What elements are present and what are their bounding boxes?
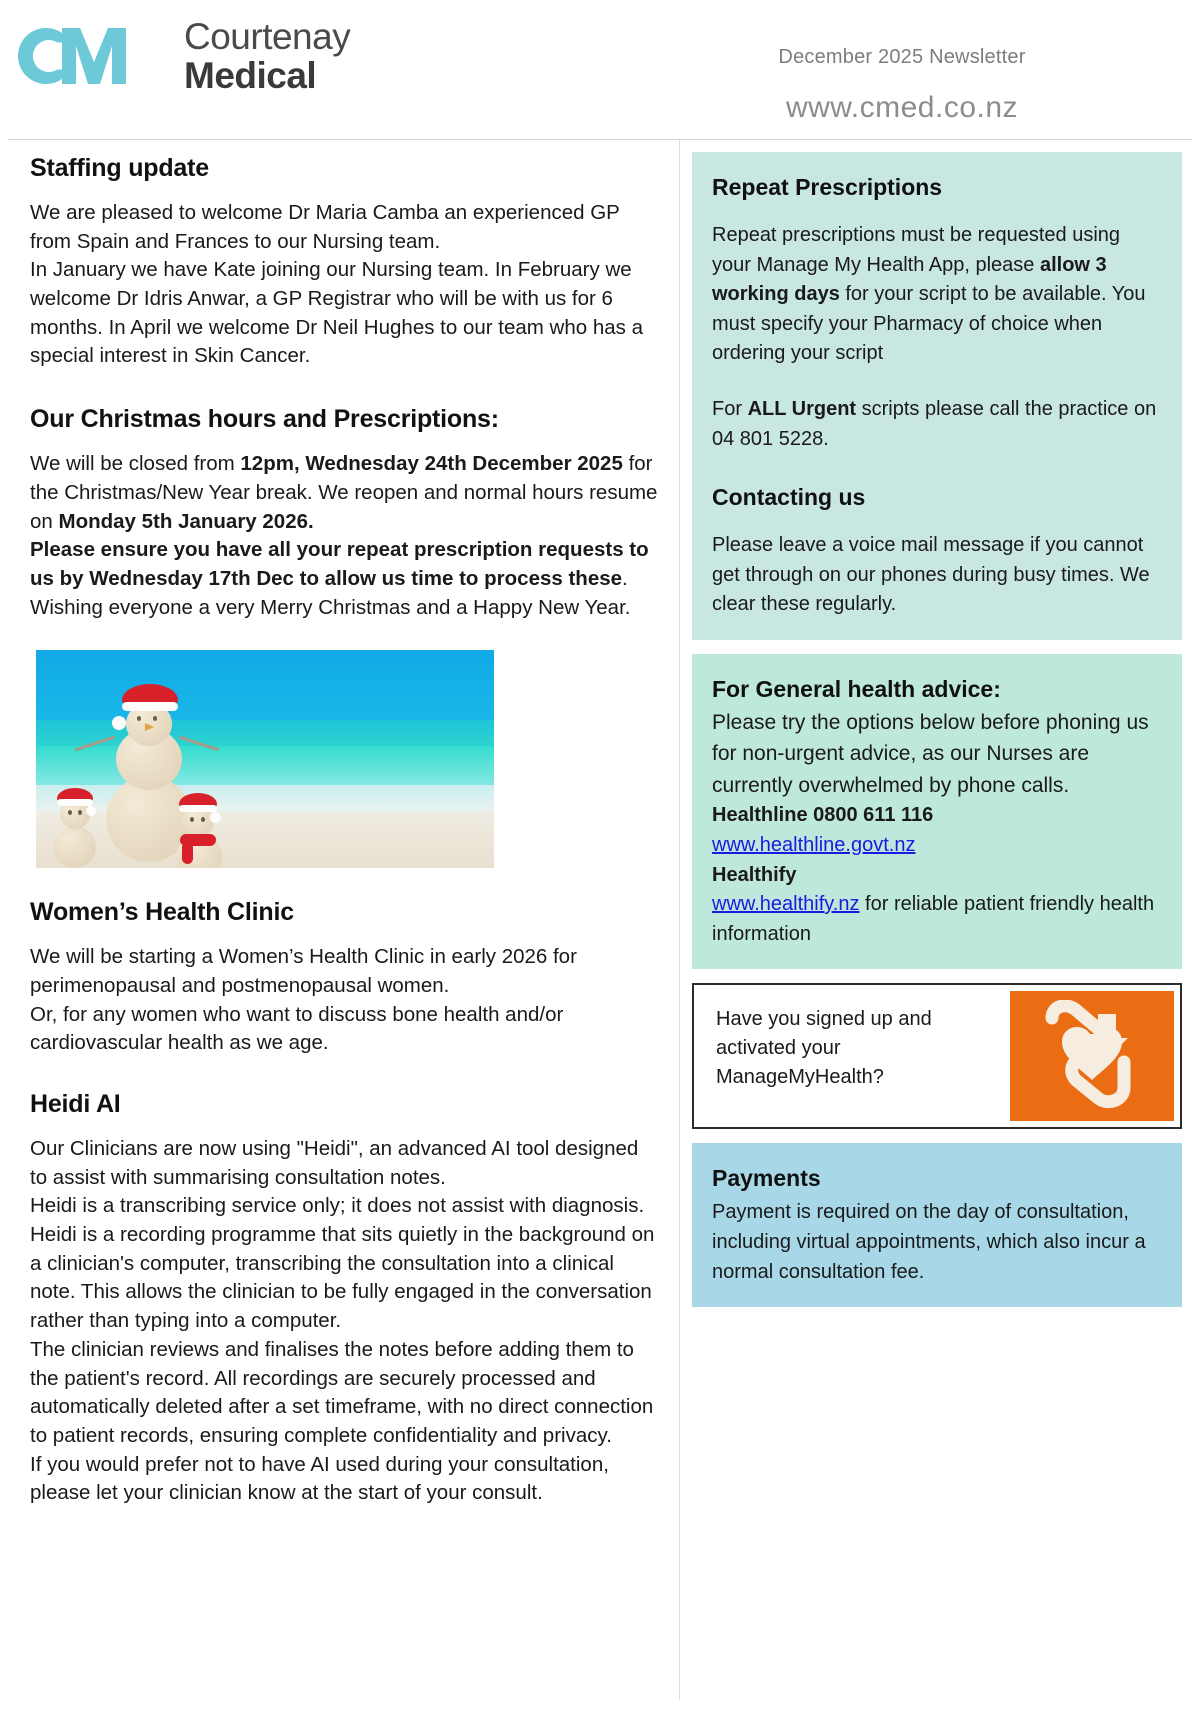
healthify-label: Healthify	[712, 863, 797, 886]
payments-heading: Payments	[712, 1165, 821, 1192]
staffing-paragraph-2: In January we have Kate joining our Nursing team. In February we welcome Dr Idris Anwar, a GP Registrar who will be with us for 6 months. In April we welcome Dr Neil Hughes to our team who has a special interest in Skin Cancer.	[30, 258, 643, 368]
manage-my-health-card[interactable]	[692, 983, 1182, 1129]
christmas-wishes: Wishing everyone a very Merry Christmas and a Happy New Year.	[30, 595, 631, 619]
womens-health-heading: Women’s Health Clinic	[30, 898, 294, 927]
healthify-link-row	[712, 890, 1162, 949]
header-meta	[622, 0, 1182, 125]
manage-my-health-logo	[1010, 991, 1174, 1121]
brand-name-line2: Medical	[184, 55, 317, 96]
repeat-prescriptions-card	[692, 152, 1182, 640]
repeat-prescriptions-paragraph	[712, 221, 1162, 369]
snowman-small-left-icon	[46, 790, 108, 868]
general-health-advice-card	[692, 654, 1182, 969]
heidi-paragraph-4: The clinician reviews and finalises the notes before adding them to the patient's record. All recordings are securely processed and automatically deleted after a set timeframe, with no direct connection to patient records, ensuring complete confidentiality and privacy.	[30, 1337, 654, 1447]
general-advice-heading-text: For General health advice	[712, 675, 994, 702]
christmas-scripts-paragraph	[30, 536, 661, 593]
brand-name-line1: Courtenay	[184, 16, 351, 57]
xmas-text-c: for the Christmas/New Year break. We reopen and normal hours resume on	[30, 452, 658, 533]
general-advice-heading-colon: :	[993, 675, 1001, 702]
newsletter-issue: December 2025 Newsletter	[778, 46, 1026, 68]
practice-website[interactable]: www.cmed.co.nz	[785, 91, 1019, 124]
staffing-heading: Staffing update	[30, 154, 209, 182]
xmas-reopen-date: Monday 5th January 2026.	[58, 509, 314, 533]
urgent-scripts-paragraph	[712, 395, 1162, 454]
repeat-prescriptions-heading: Repeat Prescriptions	[712, 174, 943, 200]
heidi-ai-heading: Heidi AI	[30, 1090, 121, 1118]
christmas-hours-paragraph	[30, 450, 661, 536]
newsletter-body	[0, 140, 1200, 1700]
urgent-text-a: For	[712, 397, 748, 420]
repeat-text-a: Repeat prescriptions must be requested using your Manage My Health App, please	[712, 224, 1121, 276]
left-column	[8, 140, 680, 1700]
xmas-script-deadline: Please ensure you have all your repeat prescription requests to us by Wednesday 17th Dec to allow us time to process these	[30, 538, 649, 590]
beach-snowmen-photo	[36, 650, 494, 868]
cm-monogram-icon	[18, 16, 170, 96]
xmas-text-a: We will be closed from	[30, 452, 241, 476]
heidi-paragraph-5: If you would prefer not to have AI used during your consultation, please let your clinician know at the start of your consult.	[30, 1452, 609, 1505]
brand-logo	[18, 16, 350, 96]
heidi-paragraph-3: Heidi is a recording programme that sits quietly in the background on a clinician's computer, transcribing the consultation into a clinical note. This allows the clinician to be fully engaged in the conversation rather than typing into a computer.	[30, 1223, 655, 1333]
xmas-script-tail: .	[622, 566, 628, 590]
healthify-link[interactable]: www.healthify.nz	[712, 893, 860, 916]
repeat-working-days: allow 3 working days	[712, 253, 1107, 306]
right-column	[680, 140, 1192, 1700]
general-advice-heading	[712, 676, 1162, 703]
womens-health-paragraph-1: We will be starting a Women’s Health Clinic in early 2026 for perimenopausal and postmenopausal women.	[30, 945, 577, 997]
brand-wordmark	[184, 18, 350, 94]
urgent-label: ALL Urgent	[747, 397, 857, 420]
repeat-text-c: for your script to be available. You must specify your Pharmacy of choice when ordering your script	[712, 283, 1146, 365]
heidi-paragraph-2: Heidi is a transcribing service only; it does not assist with diagnosis.	[30, 1194, 645, 1218]
payments-paragraph: Payment is required on the day of consultation, including virtual appointments, which also incur a normal consultation fee.	[712, 1201, 1146, 1283]
heidi-paragraph-1: Our Clinicians are now using "Heidi", an advanced AI tool designed to assist with summarising consultation notes.	[30, 1137, 639, 1189]
contacting-us-paragraph: Please leave a voice mail message if you cannot get through on our phones during busy times. We clear these regularly.	[712, 534, 1150, 616]
urgent-phone-text: scripts please call the practice on 04 801 5228.	[712, 397, 1157, 450]
manage-my-health-text: Have you signed up and activated your ManageMyHealth?	[716, 1008, 932, 1089]
staffing-paragraph-1: We are pleased to welcome Dr Maria Camba an experienced GP from Spain and Frances to our Nursing team.	[30, 201, 620, 253]
contacting-us-heading: Contacting us	[712, 484, 866, 511]
healthline-link[interactable]: www.healthline.govt.nz	[712, 834, 916, 857]
christmas-heading: Our Christmas hours and Prescriptions:	[30, 405, 499, 434]
healthify-description: for reliable patient friendly health information	[712, 893, 1155, 945]
xmas-close-date: 12pm, Wednesday 24th December 2025	[240, 452, 623, 476]
snowman-small-right-icon	[168, 798, 234, 868]
healthline-label: Healthline 0800 611 116	[712, 804, 934, 827]
payments-card	[692, 1143, 1182, 1307]
general-advice-warning: Please try the options below before phoning us for non-urgent advice, as our Nurses are currently overwhelmed by phone calls.	[712, 710, 1149, 797]
heart-phone-download-icon	[1032, 1000, 1152, 1112]
page-header	[8, 0, 1192, 140]
healthline-link-row	[712, 831, 1162, 861]
womens-health-paragraph-2: Or, for any women who want to discuss bone health and/or cardiovascular health as we age.	[30, 1002, 564, 1055]
